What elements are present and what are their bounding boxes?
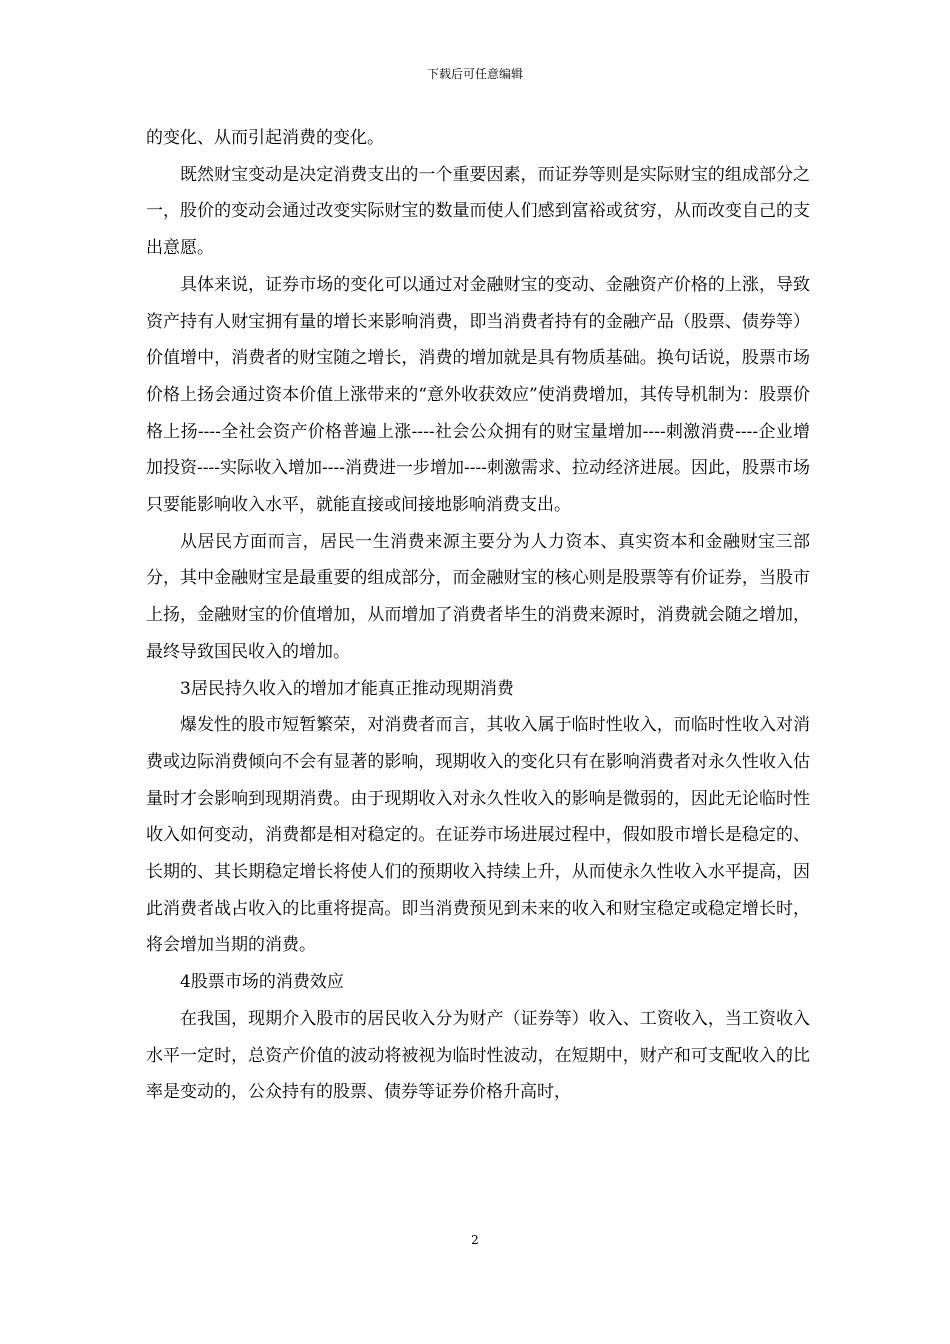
section-heading: 4股票市场的消费效应	[180, 972, 344, 993]
paragraph-continuation: 的变化、从而引起消费的变化。	[146, 128, 384, 148]
page-number: 2	[471, 1233, 479, 1247]
page-header: 下载后可任意编辑	[426, 67, 523, 81]
paragraph: 具体来说，证券市场的变化可以通过对金融财宝的变动、金融资产价格的上涨，导致资产持有人财宝拥有量的增长来影响消费，即当消费者持有的金融产品（股票、债券等）价值增中，消费者的财宝随之增长，消费的增加就是具有物质基础。换句话说，股票市场价格上扬会通过资本价值上涨带来的“意外收获效应”使消费增加，其传导机制为：股票价格上扬----全社会资产价格普遍上涨----社会公众拥有的财宝量增加----刺激消费----企业增加投资----实际收入增加----消费进一步增加----刺激需求、拉动经济进展。因此，股票市场只要能影响收入水平，就能直接或间接地影响消费支出。	[146, 274, 810, 516]
paragraph: 在我国，现期介入股市的居民收入分为财产（证券等）收入、工资收入，当工资收入水平一定时，总资产价值的波动将被视为临时性波动，在短期中，财产和可支配收入的比率是变动的，公众持有的股票、债券等证券价格升高时，	[146, 1008, 810, 1103]
paragraph: 爆发性的股市短暂繁荣，对消费者而言，其收入属于临时性收入，而临时性收入对消费或边际消费倾向不会有显著的影响，现期收入的变化只有在影响消费者对永久性收入估量时才会影响到现期消费。由于现期收入对永久性收入的影响是微弱的，因此无论临时性收入如何变动，消费都是相对稳定的。在证券市场进展过程中，假如股市增长是稳定的、长期的、其长期稳定增长将使人们的预期收入持续上升，从而使永久性收入水平提高，因此消费者战占收入的比重将提高。即当消费预见到未来的收入和财宝稳定或稳定增长时，将会增加当期的消费。	[146, 715, 810, 956]
paragraph: 从居民方面而言，居民一生消费来源主要分为人力资本、真实资本和金融财宝三部分，其中金融财宝是最重要的组成部分，而金融财宝的核心则是股票等有价证券，当股市上扬，金融财宝的价值增加，从而增加了消费者毕生的消费来源时，消费就会随之增加，最终导致国民收入的增加。	[146, 531, 810, 662]
section-heading: 3居民持久收入的增加才能真正推动现期消费	[180, 678, 514, 699]
paragraph: 既然财宝变动是决定消费支出的一个重要因素，而证券等则是实际财宝的组成部分之一，股价的变动会通过改变实际财宝的数量而使人们感到富裕或贫穷，从而改变自己的支出意愿。	[146, 164, 810, 259]
document-body	[146, 120, 810, 1111]
